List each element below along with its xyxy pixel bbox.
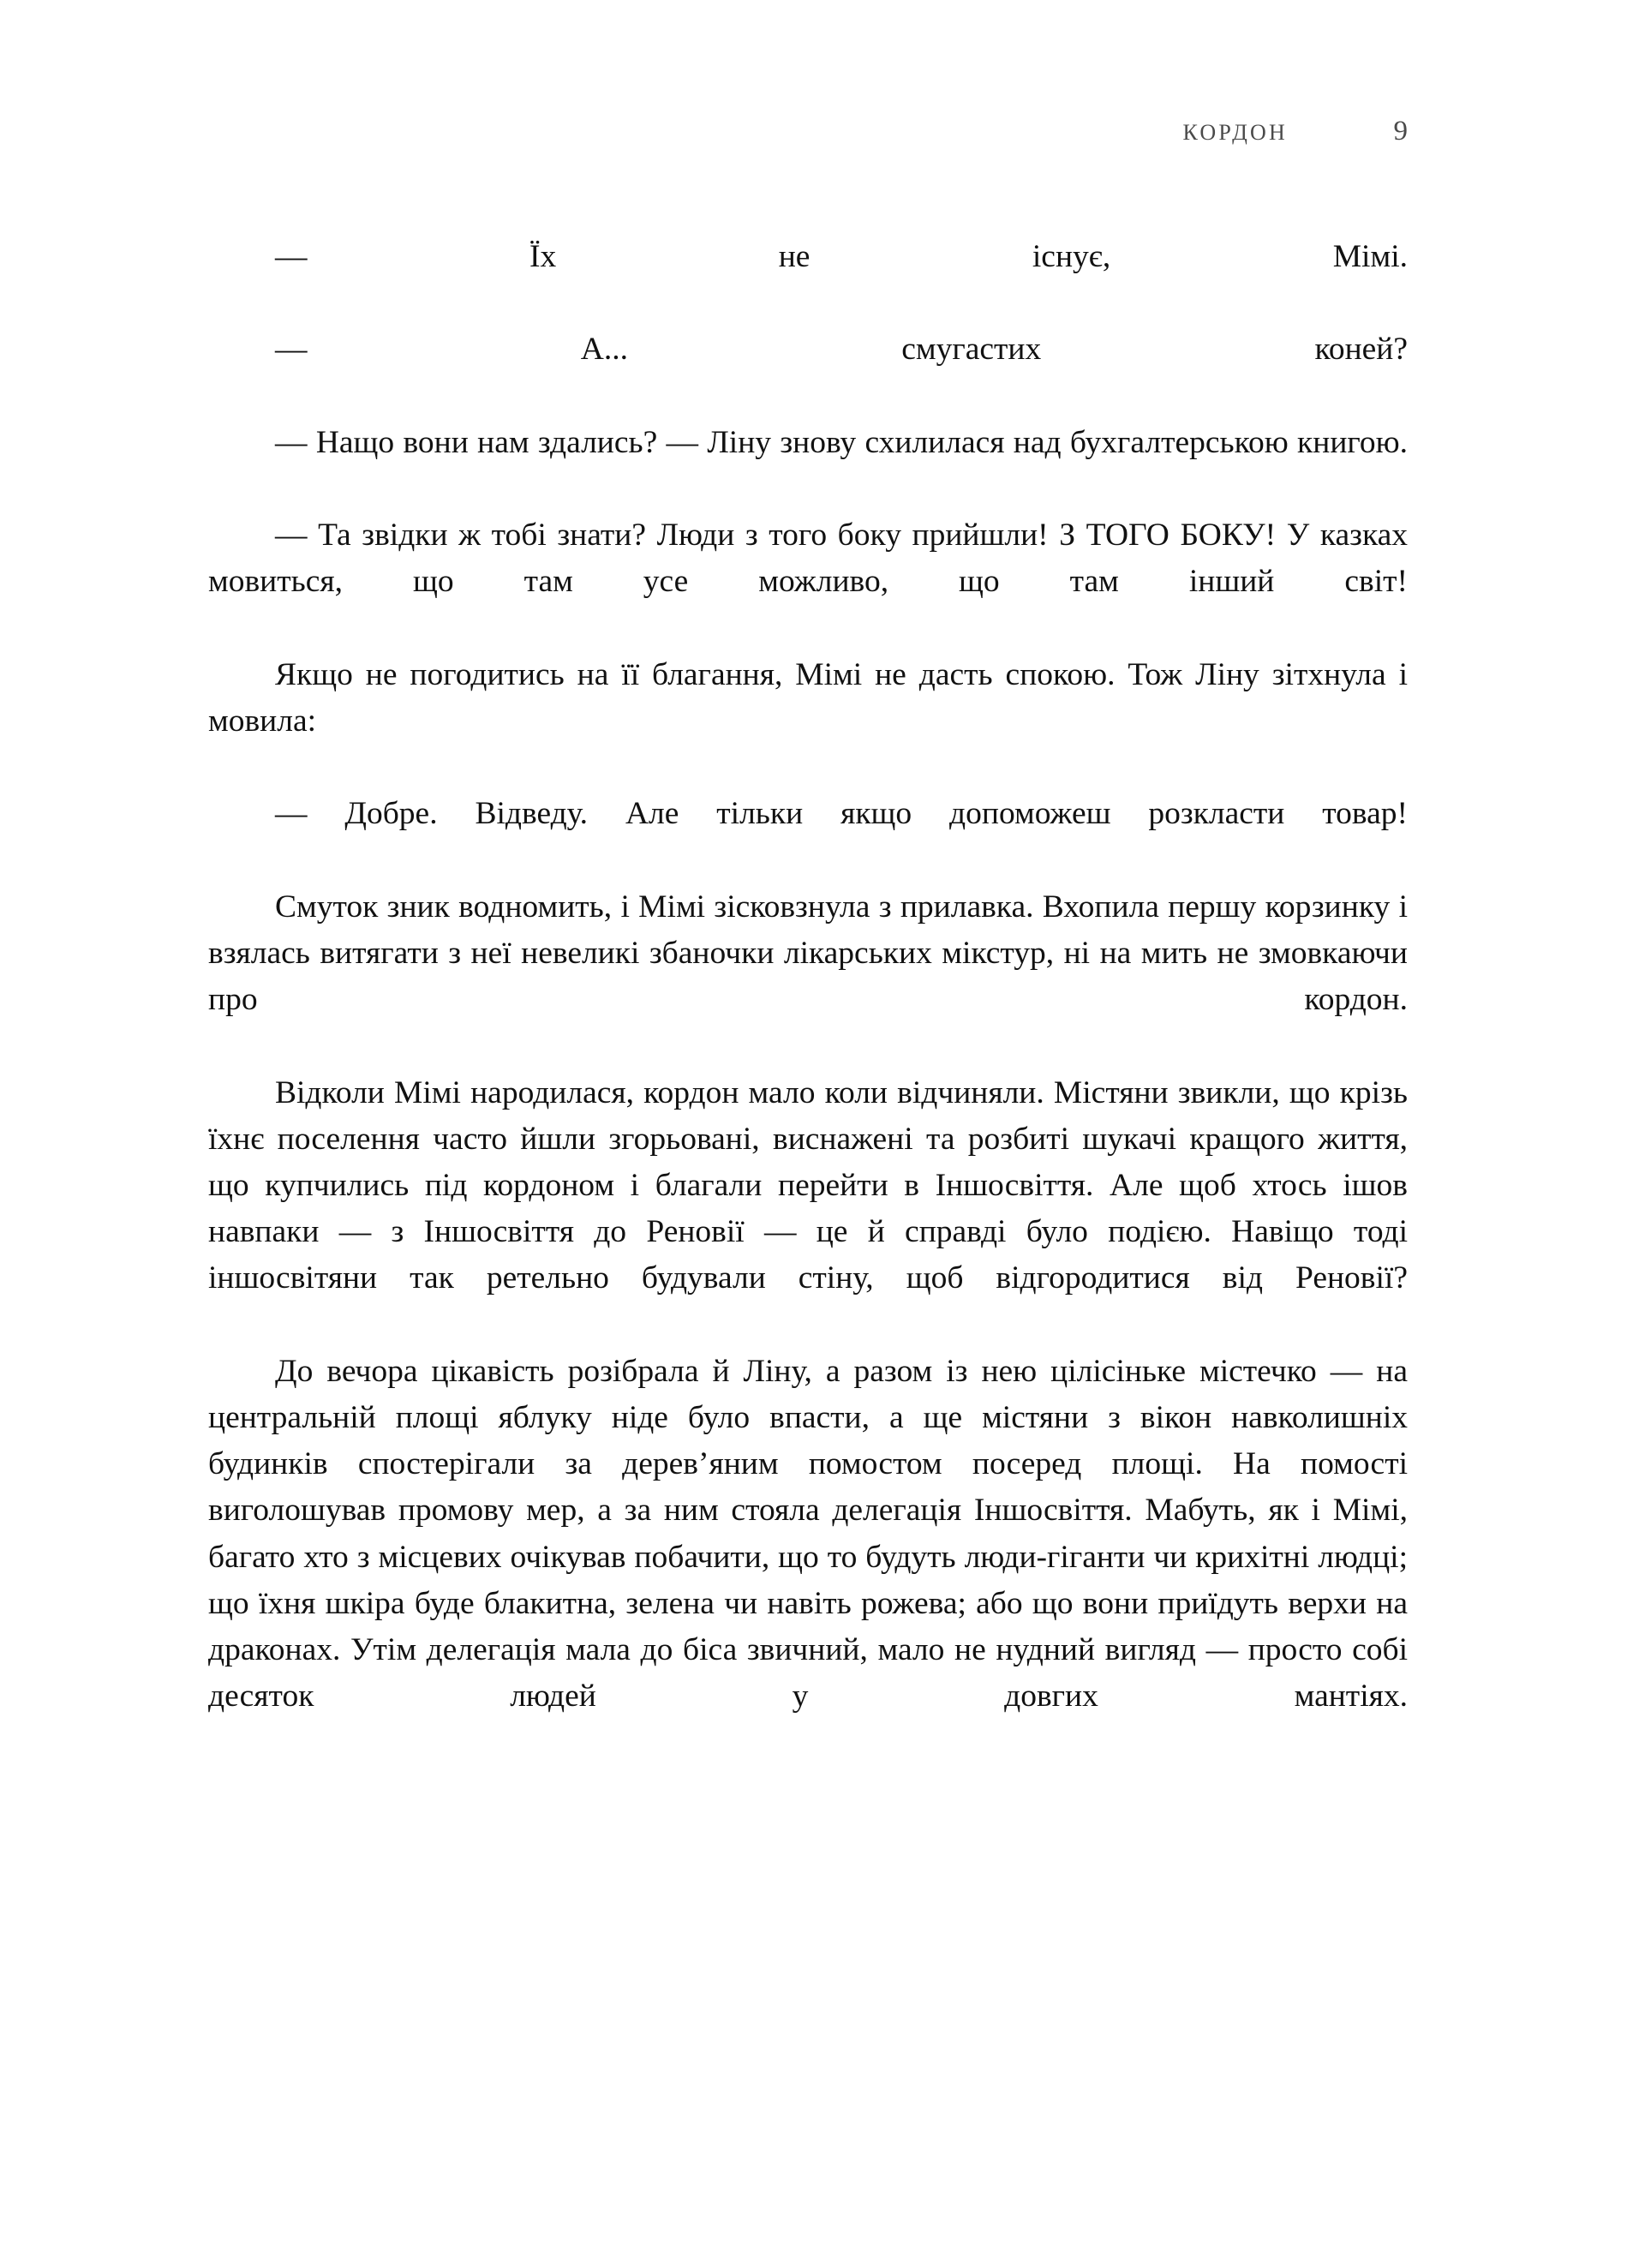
paragraph: Якщо не погодитись на її благання, Мімі не дасть спокою. Тож Ліну зітхнула і мовила:	[208, 656, 1408, 739]
body-text-block	[208, 234, 1408, 1767]
paragraph: До вечора цікавість розібрала й Ліну, а разом із нею цілісіньке містечко — на центральній площі яблуку ніде було впасти, а ще містяни з вікон навколишніх будинків спостерігали за дерев’яним помостом посеред площі. На помості виголошував промову мер, а за ним стояла делегація Іншосвіття. Мабуть, як і Мімі, багато хто з місцевих очікував побачити, що то будуть люди-гіганти чи крихітні людці; що їхня шкіра буде блакитна, зелена чи навіть рожева; або що вони приїдуть верхи на драконах. Утім делегація мала до біса звичний, мало не нудний вигляд — просто собі десяток людей у довгих мантіях.	[208, 1353, 1408, 1714]
paragraph: — Нащо вони нам здались? — Ліну знову схилилася над бухгалтерською книгою.	[275, 424, 1408, 460]
paragraph: — Добре. Відведу. Але тільки якщо допоможеш розкласти товар!	[275, 796, 1408, 832]
paragraph: — Та звідки ж тобі знати? Люди з того боку прийшли! З ТОГО БОКУ! У казках мовиться, що там усе можливо, що там інший світ!	[208, 518, 1408, 600]
chapter-title: КОРДОН	[1182, 120, 1288, 145]
page-number: 9	[1393, 116, 1408, 147]
paragraph: — А... смугастих коней?	[275, 332, 1408, 368]
paragraph: — Їх не існує, Мімі.	[275, 239, 1408, 274]
running-head	[208, 116, 1408, 147]
paragraph: Відколи Мімі народилася, кордон мало коли відчиняли. Містяни звикли, що крізь їхнє поселення часто йшли згорьовані, виснажені та розбиті шукачі кращого життя, що купчились під кордоном і благали перейти в Іншосвіття. Але щоб хтось ішов навпаки — з Іншосвіття до Реновії — це й справді було подією. Навіщо тоді іншосвітяни так ретельно будували стіну, щоб відгородитися від Реновії?	[208, 1074, 1408, 1296]
paragraph: Смуток зник водномить, і Мімі зісковзнула з прилавка. Вхопила першу корзинку і взялась витягати з неї невеликі збаночки лікарських мікстур, ні на мить не змовкаючи про кордон.	[208, 889, 1408, 1018]
